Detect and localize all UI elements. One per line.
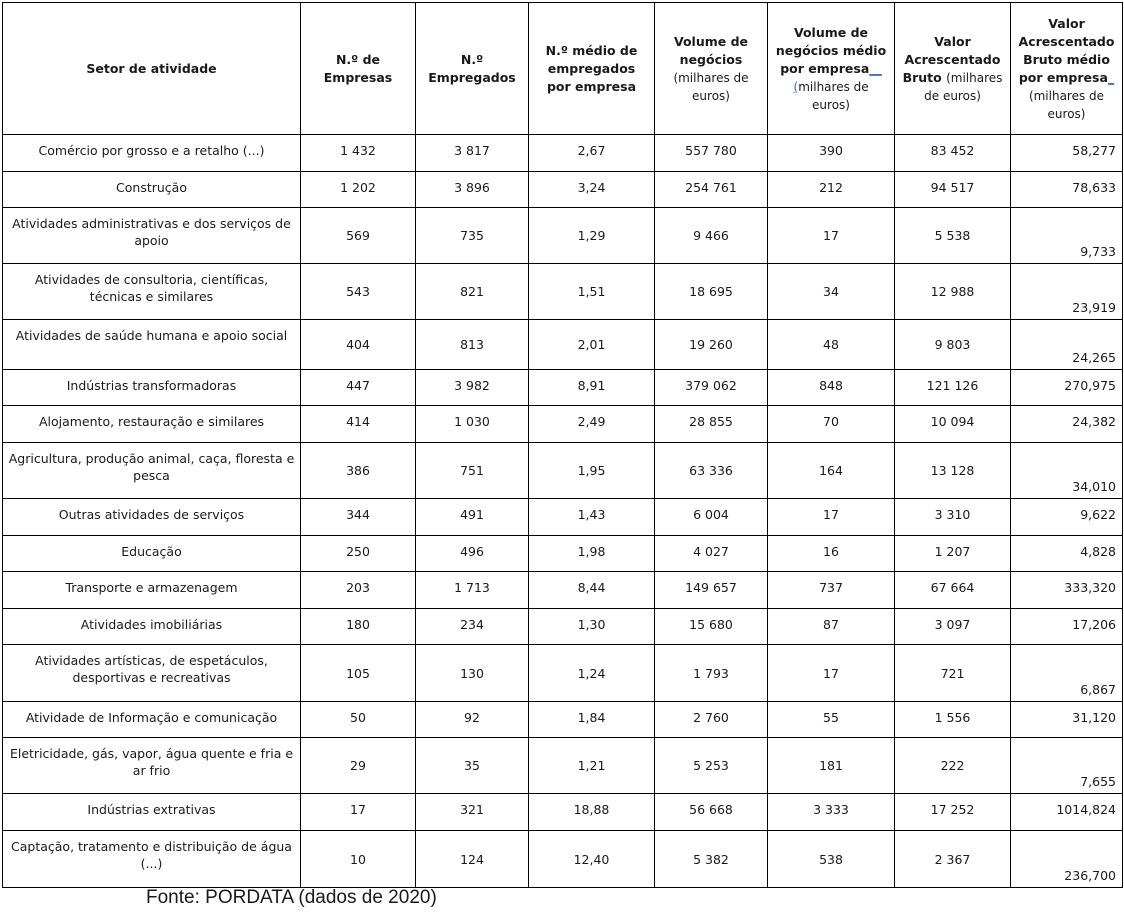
cell-avg-employees: 1,24 — [529, 645, 655, 702]
header-turnover-unit: (milhares de euros) — [673, 70, 749, 103]
cell-avg-gva: 6,867 — [1011, 645, 1123, 702]
cell-avg-turnover: 737 — [768, 572, 895, 609]
table-row — [3, 370, 1123, 406]
cell-companies: 344 — [301, 499, 416, 536]
header-avg-turnover-unit: milhares de euros) — [798, 79, 869, 112]
cell-sector: Alojamento, restauração e similares — [3, 406, 301, 443]
cell-gva: 67 664 — [895, 572, 1011, 609]
activity-sector-table — [2, 2, 1123, 888]
cell-turnover: 149 657 — [655, 572, 768, 609]
header-gva-title: Valor Acrescentado Bruto — [902, 33, 1001, 85]
cell-employees: 234 — [416, 609, 529, 645]
cell-gva: 121 126 — [895, 370, 1011, 406]
header-avg-gva — [1011, 3, 1123, 135]
header-avg-turnover-title: Volume de negócios médio por empresa — [775, 24, 887, 76]
cell-employees: 92 — [416, 702, 529, 738]
cell-gva: 3 310 — [895, 499, 1011, 536]
cell-turnover: 5 253 — [655, 738, 768, 794]
cell-turnover: 1 793 — [655, 645, 768, 702]
cell-employees: 491 — [416, 499, 529, 536]
header-gva-unit: (milhares de euros) — [924, 70, 1003, 103]
cell-turnover: 15 680 — [655, 609, 768, 645]
cell-avg-turnover: 3 333 — [768, 794, 895, 831]
cell-sector: Educação — [3, 536, 301, 572]
cell-employees: 3 817 — [416, 135, 529, 172]
cell-companies: 447 — [301, 370, 416, 406]
cell-avg-employees: 8,44 — [529, 572, 655, 609]
cell-avg-gva: 58,277 — [1011, 135, 1123, 172]
cell-turnover: 6 004 — [655, 499, 768, 536]
cell-sector: Atividades artísticas, de espetáculos, desportivas e recreativas — [3, 645, 301, 702]
cell-avg-turnover: 848 — [768, 370, 895, 406]
header-gva — [895, 3, 1011, 135]
cell-turnover: 28 855 — [655, 406, 768, 443]
cell-sector: Atividades de saúde humana e apoio social — [3, 320, 301, 370]
cell-avg-turnover: 164 — [768, 443, 895, 499]
cell-turnover: 4 027 — [655, 536, 768, 572]
table-row — [3, 645, 1123, 702]
cell-companies: 17 — [301, 794, 416, 831]
table-row — [3, 443, 1123, 499]
cell-avg-employees: 1,43 — [529, 499, 655, 536]
cell-gva: 2 367 — [895, 831, 1011, 888]
source-caption: Fonte: PORDATA (dados de 2020) — [146, 887, 437, 908]
header-avg-gva-title: Valor Acrescentado Bruto médio por empresa — [1018, 15, 1115, 85]
cell-turnover: 5 382 — [655, 831, 768, 888]
table-row — [3, 264, 1123, 320]
header-num-companies: N.º de Empresas — [301, 3, 416, 135]
cell-avg-gva: 34,010 — [1011, 443, 1123, 499]
cell-companies: 1 202 — [301, 172, 416, 208]
cell-gva: 17 252 — [895, 794, 1011, 831]
cell-avg-gva: 24,265 — [1011, 320, 1123, 370]
cell-gva: 1 556 — [895, 702, 1011, 738]
cell-avg-gva: 31,120 — [1011, 702, 1123, 738]
cell-turnover: 254 761 — [655, 172, 768, 208]
cell-sector: Atividades administrativas e dos serviços de apoio — [3, 208, 301, 264]
cell-avg-employees: 12,40 — [529, 831, 655, 888]
cell-companies: 10 — [301, 831, 416, 888]
cell-avg-gva: 78,633 — [1011, 172, 1123, 208]
cell-gva: 83 452 — [895, 135, 1011, 172]
cell-companies: 569 — [301, 208, 416, 264]
cell-gva: 3 097 — [895, 609, 1011, 645]
cell-gva: 94 517 — [895, 172, 1011, 208]
cell-avg-gva: 270,975 — [1011, 370, 1123, 406]
cell-sector: Atividades imobiliárias — [3, 609, 301, 645]
table-row — [3, 499, 1123, 536]
cell-gva: 12 988 — [895, 264, 1011, 320]
cell-companies: 29 — [301, 738, 416, 794]
cell-avg-gva: 4,828 — [1011, 536, 1123, 572]
cell-avg-turnover: 538 — [768, 831, 895, 888]
header-avg-gva-unit: (milhares de euros) — [1028, 88, 1105, 121]
cell-sector: Construção — [3, 172, 301, 208]
cell-employees: 1 713 — [416, 572, 529, 609]
cell-employees: 130 — [416, 645, 529, 702]
cell-avg-turnover: 212 — [768, 172, 895, 208]
table-row — [3, 738, 1123, 794]
cell-companies: 105 — [301, 645, 416, 702]
cell-avg-turnover: 34 — [768, 264, 895, 320]
header-avg-turnover — [768, 3, 895, 135]
cell-avg-gva: 9,733 — [1011, 208, 1123, 264]
cell-avg-employees: 1,84 — [529, 702, 655, 738]
cell-turnover: 557 780 — [655, 135, 768, 172]
cell-avg-employees: 18,88 — [529, 794, 655, 831]
cell-avg-turnover: 17 — [768, 645, 895, 702]
header-num-employees: N.º Empregados — [416, 3, 529, 135]
cell-companies: 250 — [301, 536, 416, 572]
table-row — [3, 572, 1123, 609]
cell-companies: 1 432 — [301, 135, 416, 172]
cell-turnover: 18 695 — [655, 264, 768, 320]
header-sector: Setor de atividade — [3, 3, 301, 135]
cell-avg-turnover: 55 — [768, 702, 895, 738]
cell-avg-employees: 8,91 — [529, 370, 655, 406]
table-row — [3, 172, 1123, 208]
header-turnover-title: Volume de negócios — [673, 33, 749, 67]
cell-avg-turnover: 17 — [768, 208, 895, 264]
cell-avg-gva: 236,700 — [1011, 831, 1123, 888]
cell-avg-gva: 7,655 — [1011, 738, 1123, 794]
cell-sector: Captação, tratamento e distribuição de água (...) — [3, 831, 301, 888]
cell-avg-employees: 1,95 — [529, 443, 655, 499]
header-avg-turnover-mark: __ — [869, 60, 882, 76]
cell-avg-turnover: 390 — [768, 135, 895, 172]
cell-employees: 124 — [416, 831, 529, 888]
cell-gva: 222 — [895, 738, 1011, 794]
cell-avg-employees: 2,01 — [529, 320, 655, 370]
cell-sector: Comércio por grosso e a retalho (...) — [3, 135, 301, 172]
cell-employees: 3 982 — [416, 370, 529, 406]
cell-sector: Agricultura, produção animal, caça, floresta e pesca — [3, 443, 301, 499]
table-body — [3, 135, 1123, 888]
header-avg-employees: N.º médio de empregados por empresa — [529, 3, 655, 135]
cell-gva: 5 538 — [895, 208, 1011, 264]
cell-employees: 35 — [416, 738, 529, 794]
cell-avg-employees: 2,49 — [529, 406, 655, 443]
cell-gva: 10 094 — [895, 406, 1011, 443]
table-row — [3, 536, 1123, 572]
cell-turnover: 63 336 — [655, 443, 768, 499]
cell-companies: 404 — [301, 320, 416, 370]
cell-avg-turnover: 48 — [768, 320, 895, 370]
table-row — [3, 406, 1123, 443]
table-row — [3, 702, 1123, 738]
cell-avg-turnover: 181 — [768, 738, 895, 794]
cell-avg-employees: 1,98 — [529, 536, 655, 572]
cell-avg-employees: 2,67 — [529, 135, 655, 172]
table-header-row — [3, 3, 1123, 135]
cell-avg-employees: 3,24 — [529, 172, 655, 208]
cell-avg-turnover: 70 — [768, 406, 895, 443]
cell-sector: Indústrias extrativas — [3, 794, 301, 831]
cell-sector: Eletricidade, gás, vapor, água quente e fria e ar frio — [3, 738, 301, 794]
cell-employees: 3 896 — [416, 172, 529, 208]
table-row — [3, 831, 1123, 888]
cell-employees: 496 — [416, 536, 529, 572]
cell-employees: 813 — [416, 320, 529, 370]
cell-avg-gva: 17,206 — [1011, 609, 1123, 645]
table-row — [3, 794, 1123, 831]
cell-gva: 13 128 — [895, 443, 1011, 499]
cell-sector: Indústrias transformadoras — [3, 370, 301, 406]
cell-companies: 414 — [301, 406, 416, 443]
cell-sector: Outras atividades de serviços — [3, 499, 301, 536]
table-row — [3, 135, 1123, 172]
cell-avg-gva: 1014,824 — [1011, 794, 1123, 831]
cell-avg-turnover: 17 — [768, 499, 895, 536]
cell-avg-gva: 24,382 — [1011, 406, 1123, 443]
cell-sector: Atividades de consultoria, científicas, técnicas e similares — [3, 264, 301, 320]
table-row — [3, 609, 1123, 645]
cell-sector: Transporte e armazenagem — [3, 572, 301, 609]
cell-companies: 203 — [301, 572, 416, 609]
cell-turnover: 2 760 — [655, 702, 768, 738]
header-turnover — [655, 3, 768, 135]
cell-avg-gva: 9,622 — [1011, 499, 1123, 536]
cell-turnover: 379 062 — [655, 370, 768, 406]
cell-avg-gva: 333,320 — [1011, 572, 1123, 609]
cell-employees: 751 — [416, 443, 529, 499]
cell-gva: 721 — [895, 645, 1011, 702]
cell-turnover: 19 260 — [655, 320, 768, 370]
cell-companies: 386 — [301, 443, 416, 499]
cell-employees: 1 030 — [416, 406, 529, 443]
cell-avg-turnover: 87 — [768, 609, 895, 645]
cell-turnover: 56 668 — [655, 794, 768, 831]
cell-gva: 9 803 — [895, 320, 1011, 370]
cell-sector: Atividade de Informação e comunicação — [3, 702, 301, 738]
header-avg-gva-mark: _ — [1107, 69, 1115, 85]
cell-avg-turnover: 16 — [768, 536, 895, 572]
cell-employees: 821 — [416, 264, 529, 320]
header-avg-turnover-paren: ( — [793, 78, 799, 94]
cell-companies: 180 — [301, 609, 416, 645]
cell-avg-employees: 1,29 — [529, 208, 655, 264]
cell-companies: 543 — [301, 264, 416, 320]
cell-avg-employees: 1,51 — [529, 264, 655, 320]
cell-employees: 321 — [416, 794, 529, 831]
table-row — [3, 208, 1123, 264]
cell-employees: 735 — [416, 208, 529, 264]
table-row — [3, 320, 1123, 370]
cell-avg-gva: 23,919 — [1011, 264, 1123, 320]
cell-gva: 1 207 — [895, 536, 1011, 572]
cell-avg-employees: 1,30 — [529, 609, 655, 645]
cell-avg-employees: 1,21 — [529, 738, 655, 794]
cell-turnover: 9 466 — [655, 208, 768, 264]
cell-companies: 50 — [301, 702, 416, 738]
